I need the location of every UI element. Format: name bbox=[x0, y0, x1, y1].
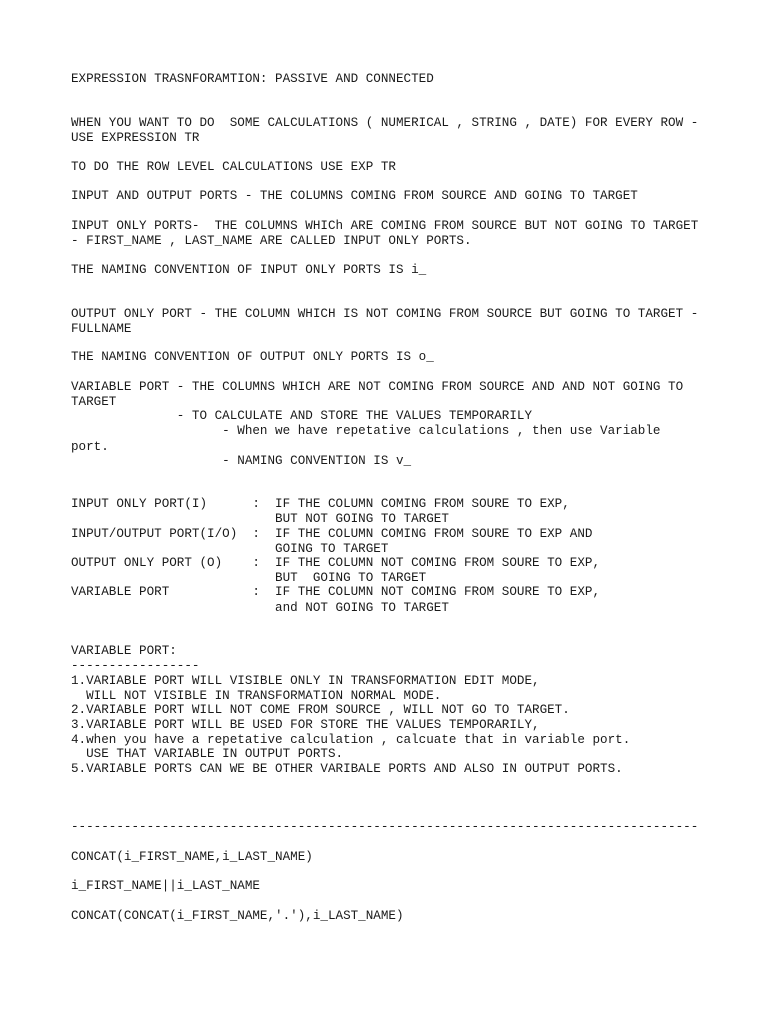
ports-table-row: INPUT ONLY PORT(I) : IF THE COLUMN COMING FROM SOURE TO EXP, bbox=[71, 497, 570, 511]
expression-line: CONCAT(CONCAT(i_FIRST_NAME,'.'),i_LAST_NAME) bbox=[71, 909, 404, 923]
paragraph-line: - TO CALCULATE AND STORE THE VALUES TEMPORARILY bbox=[71, 409, 533, 423]
document-title: EXPRESSION TRASNFORAMTION: PASSIVE AND CONNECTED bbox=[71, 72, 434, 86]
paragraph-line: - FIRST_NAME , LAST_NAME ARE CALLED INPUT ONLY PORTS. bbox=[71, 234, 472, 248]
ports-table-row: INPUT/OUTPUT PORT(I/O) : IF THE COLUMN COMING FROM SOURE TO EXP AND bbox=[71, 527, 593, 541]
separator-line: ----------------------------------------------------------------------------------- bbox=[71, 820, 699, 834]
paragraph-line: VARIABLE PORT - THE COLUMNS WHICH ARE NOT COMING FROM SOURCE AND AND NOT GOING TO bbox=[71, 380, 684, 394]
list-item: USE THAT VARIABLE IN OUTPUT PORTS. bbox=[71, 747, 344, 761]
paragraph-line: TO DO THE ROW LEVEL CALCULATIONS USE EXP TR bbox=[71, 160, 396, 174]
paragraph-line: INPUT ONLY PORTS- THE COLUMNS WHICh ARE COMING FROM SOURCE BUT NOT GOING TO TARGET bbox=[71, 219, 699, 233]
paragraph-line: TARGET bbox=[71, 395, 117, 409]
paragraph-line: USE EXPRESSION TR bbox=[71, 131, 200, 145]
expression-line: i_FIRST_NAME||i_LAST_NAME bbox=[71, 879, 260, 893]
ports-table-row: VARIABLE PORT : IF THE COLUMN NOT COMING FROM SOURE TO EXP, bbox=[71, 585, 601, 599]
paragraph-line: THE NAMING CONVENTION OF OUTPUT ONLY PORTS IS o_ bbox=[71, 350, 434, 364]
paragraph-line: - When we have repetative calculations , then use Variable bbox=[71, 424, 661, 438]
section-underline: ----------------- bbox=[71, 659, 200, 673]
ports-table-row: BUT GOING TO TARGET bbox=[71, 571, 427, 585]
ports-table-row: and NOT GOING TO TARGET bbox=[71, 601, 449, 615]
paragraph-line: INPUT AND OUTPUT PORTS - THE COLUMNS COMING FROM SOURCE AND GOING TO TARGET bbox=[71, 189, 638, 203]
list-item: 3.VARIABLE PORT WILL BE USED FOR STORE THE VALUES TEMPORARILY, bbox=[71, 718, 540, 732]
list-item: 1.VARIABLE PORT WILL VISIBLE ONLY IN TRANSFORMATION EDIT MODE, bbox=[71, 674, 540, 688]
ports-table-row: BUT NOT GOING TO TARGET bbox=[71, 512, 449, 526]
expression-line: CONCAT(i_FIRST_NAME,i_LAST_NAME) bbox=[71, 850, 313, 864]
paragraph-line: OUTPUT ONLY PORT - THE COLUMN WHICH IS NOT COMING FROM SOURCE BUT GOING TO TARGET - bbox=[71, 307, 699, 321]
ports-table-row: OUTPUT ONLY PORT (O) : IF THE COLUMN NOT COMING FROM SOURE TO EXP, bbox=[71, 556, 601, 570]
paragraph-line: - NAMING CONVENTION IS v_ bbox=[71, 454, 412, 468]
list-item: 4.when you have a repetative calculation , calcuate that in variable port. bbox=[71, 733, 631, 747]
paragraph-line: WHEN YOU WANT TO DO SOME CALCULATIONS ( NUMERICAL , STRING , DATE) FOR EVERY ROW - bbox=[71, 116, 699, 130]
list-item: 5.VARIABLE PORTS CAN WE BE OTHER VARIBALE PORTS AND ALSO IN OUTPUT PORTS. bbox=[71, 762, 623, 776]
paragraph-line: FULLNAME bbox=[71, 322, 132, 336]
paragraph-line: THE NAMING CONVENTION OF INPUT ONLY PORTS IS i_ bbox=[71, 263, 427, 277]
paragraph-line: port. bbox=[71, 440, 109, 454]
ports-table-row: GOING TO TARGET bbox=[71, 542, 389, 556]
list-item: 2.VARIABLE PORT WILL NOT COME FROM SOURCE , WILL NOT GO TO TARGET. bbox=[71, 703, 570, 717]
section-heading: VARIABLE PORT: bbox=[71, 644, 177, 658]
list-item: WILL NOT VISIBLE IN TRANSFORMATION NORMAL MODE. bbox=[71, 689, 442, 703]
